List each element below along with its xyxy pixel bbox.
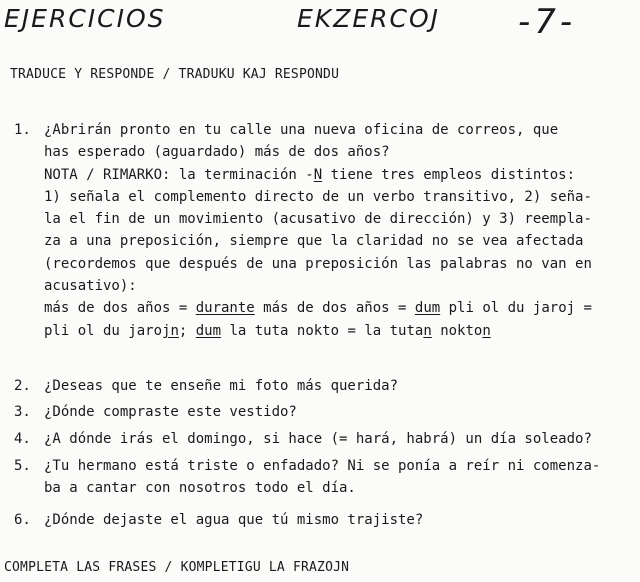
item-line: ¿Deseas que te enseñe mi foto más querida? bbox=[44, 378, 399, 394]
note-line-6: acusativo): bbox=[44, 278, 137, 295]
title-esperanto: EKZERCOJ bbox=[297, 4, 440, 33]
item-number: 1. bbox=[14, 122, 31, 138]
example-line-1: más de dos años = durante más de dos años = dum pli ol du jaroj = bbox=[44, 300, 592, 317]
item-line: ba a cantar con nosotros todo el día. bbox=[44, 480, 356, 497]
exercise-item-2 bbox=[14, 375, 634, 397]
page-number: -7- bbox=[518, 2, 577, 42]
item-number: 4. bbox=[14, 431, 31, 447]
item-number: 6. bbox=[14, 512, 31, 528]
item-number: 5. bbox=[14, 458, 31, 474]
item-line: ¿Tu hermano está triste o enfadado? Ni se ponía a reír ni comenza- bbox=[44, 458, 601, 474]
note-line-1: NOTA / RIMARKO: la terminación -N tiene tres empleos distintos: bbox=[44, 166, 576, 183]
example-line-2: pli ol du jarojn; dum la tuta nokto = la tutan nokton bbox=[44, 322, 491, 339]
item-line: ¿Dónde dejaste el agua que tú mismo trajiste? bbox=[44, 512, 424, 528]
note-line-3: la el fin de un movimiento (acusativo de dirección) y 3) reempla- bbox=[44, 211, 592, 228]
item-line: has esperado (aguardado) más de dos años? bbox=[44, 144, 390, 161]
exercise-item-6 bbox=[14, 509, 634, 531]
exercise-item-5 bbox=[14, 455, 634, 500]
section-heading-complete: COMPLETA LAS FRASES / KOMPLETIGU LA FRAZOJN bbox=[4, 560, 350, 575]
item-line: ¿Abrirán pronto en tu calle una nueva oficina de correos, que bbox=[44, 122, 559, 138]
exercise-item-3 bbox=[14, 401, 634, 423]
item-line: ¿Dónde compraste este vestido? bbox=[44, 404, 297, 420]
title-spanish: EJERCICIOS bbox=[4, 4, 166, 33]
item-number: 2. bbox=[14, 378, 31, 394]
item-line: ¿A dónde irás el domingo, si hace (= hará, habrá) un día soleado? bbox=[44, 431, 592, 447]
note-line-2: 1) señala el complemento directo de un verbo transitivo, 2) seña- bbox=[44, 188, 592, 205]
section-heading-translate: TRADUCE Y RESPONDE / TRADUKU KAJ RESPONDU bbox=[10, 67, 340, 82]
note-line-5: (recordemos que después de una preposición las palabras no van en bbox=[44, 255, 592, 272]
note-line-4: za a una preposición, siempre que la claridad no se vea afectada bbox=[44, 233, 584, 250]
exercise-item-4 bbox=[14, 428, 634, 450]
exercise-item-1 bbox=[14, 119, 634, 342]
item-number: 3. bbox=[14, 404, 31, 420]
